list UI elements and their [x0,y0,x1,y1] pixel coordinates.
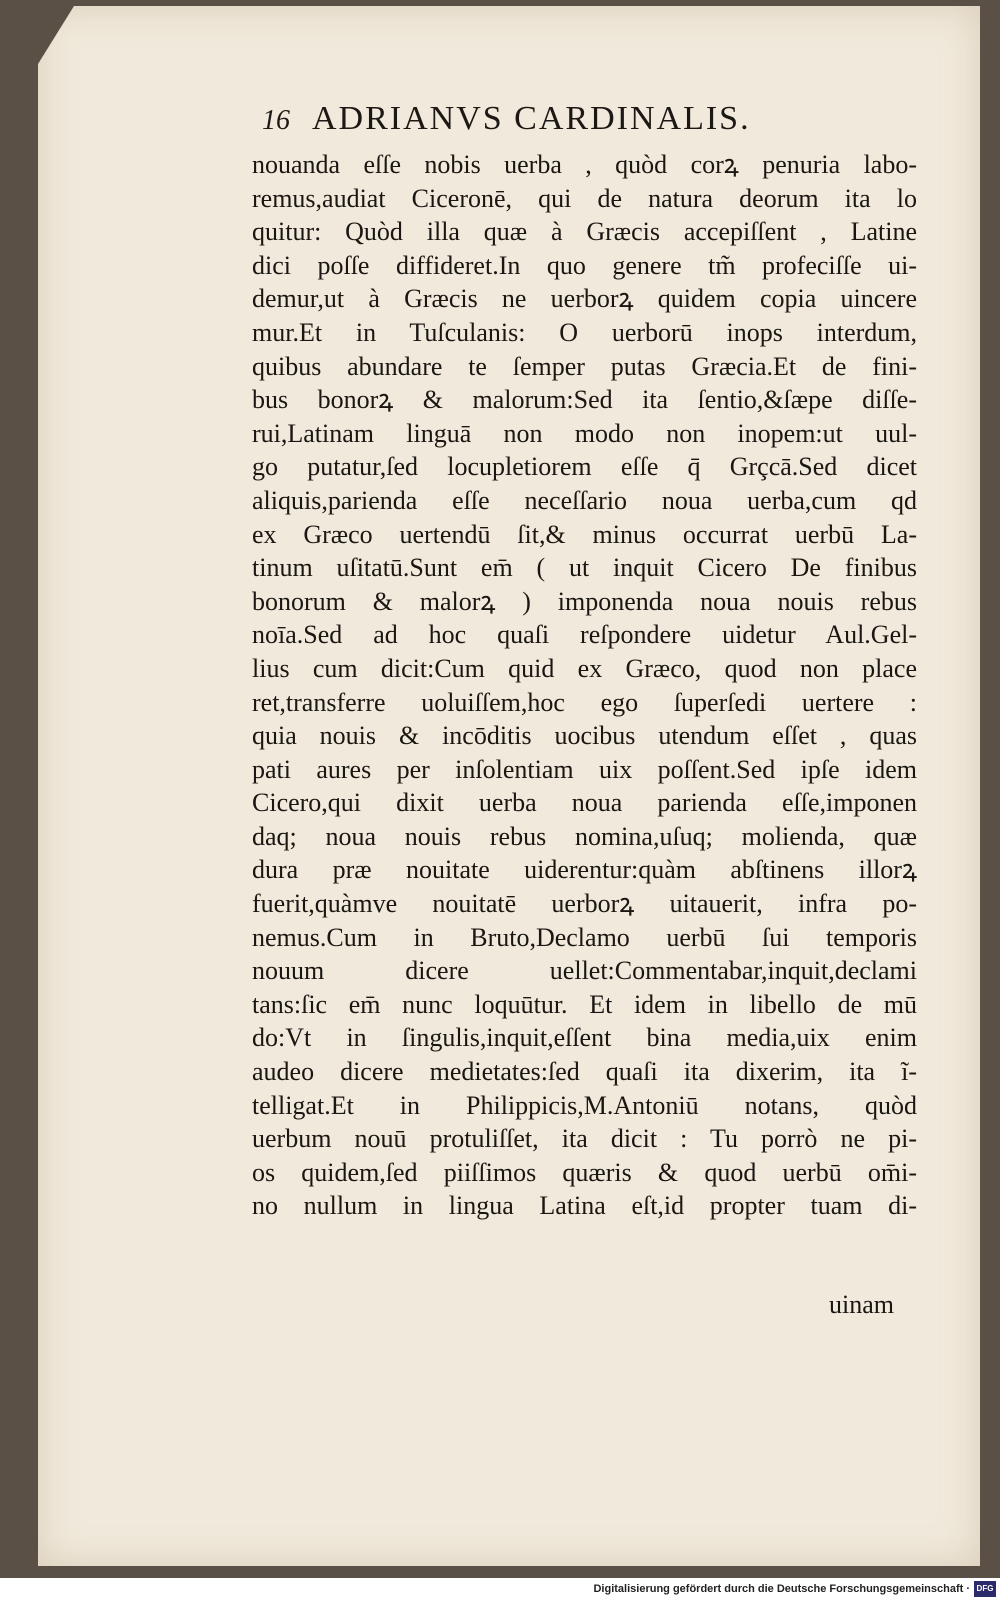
text-line: do:Vt in ſingulis,inquit,eſſent bina media,uix enim [252,1023,917,1053]
text-line: uerbum nouū protuliſſet, ita dicit : Tu porrò ne pi- [252,1124,917,1154]
text-line: nemus.Cum in Bruto,Declamo uerbū ſui temporis [252,922,917,952]
torn-corner [38,6,74,64]
text-line: rui,Latinam linguā non modo non inopem:ut uul- [252,418,917,448]
text-line: telligat.Et in Philippicis,M.Antoniū notans, quòd [252,1090,917,1120]
text-line: os quidem,ſed piiſſimos quæris & quod uerbū om̄i- [252,1157,917,1187]
text-line: tinum uſitatū.Sunt em̄ ( ut inquit Cicero De finibus [252,553,917,583]
text-line: nouanda eſſe nobis uerba , quòd corꝝ penuria labo- [252,150,917,179]
body-text [252,148,917,1223]
text-line: dici poſſe diffideret.In quo genere tm̃ profeciſſe ui- [252,250,917,280]
text-line: lius cum dicit:Cum quid ex Græco, quod non place [252,653,917,683]
text-line: daq; noua nouis rebus nomina,uſuq; molienda, quæ [252,821,917,851]
text-line: dura præ nouitate uiderentur:quàm abſtinens illorꝝ [252,855,917,885]
text-line: bus bonorꝝ & malorum:Sed ita ſentio,&ſæpe diſſe- [252,385,917,415]
text-line: remus,audiat Ciceronē, qui de natura deorum ita lo [252,183,917,213]
text-line: nouum dicere uellet:Commentabar,inquit,declami [252,956,917,986]
catchword: uinam [829,1290,894,1319]
text-line: Cicero,qui dixit uerba noua parienda eſſe,imponen [252,788,917,818]
text-line: aliquis,parienda eſſe neceſſario noua uerba,cum qd [252,485,917,515]
footer-bar [0,1578,1000,1603]
text-line: ret,transferre uoluiſſem,hoc ego ſuperſedi uertere : [252,687,917,717]
text-line: demur,ut à Græcis ne uerborꝝ quidem copia uincere [252,284,917,314]
text-line: mur.Et in Tuſculanis: O uerborū inops interdum, [252,317,917,347]
funding-credit: Digitalisierung gefördert durch die Deutsche Forschungsgemeinschaft · [593,1583,970,1595]
text-line: quibus abundare te ſemper putas Græcia.Et de fini- [252,351,917,381]
running-head [262,100,751,138]
text-line: bonorum & malorꝝ ) imponenda noua nouis rebus [252,586,917,616]
dfg-logo: DFG [974,1581,996,1597]
text-line: quitur: Quòd illa quæ à Græcis accepiſſent , Latine [252,217,917,247]
text-line: ex Græco uertendū ſit,& minus occurrat uerbū La- [252,519,917,549]
text-line: no nullum in lingua Latina eſt,id propter tuam di- [252,1191,917,1221]
text-line: go putatur,ſed locupletiorem eſſe q̄ Grçcā.Sed dicet [252,452,917,482]
text-line: tans:ſic em̄ nunc loquūtur. Et idem in libello de mū [252,989,917,1019]
text-line: fuerit,quàmve nouitatē uerborꝝ uitauerit, infra po- [252,889,917,919]
running-head-title: ADRIANVS CARDINALIS. [312,100,751,137]
folio-number: 16 [262,105,290,136]
text-line: noīa.Sed ad hoc quaſi reſpondere uidetur Aul.Gel- [252,620,917,650]
text-line: audeo dicere medietates:ſed quaſi ita dixerim, ita ĩ- [252,1057,917,1087]
text-line: pati aures per inſolentiam uix poſſent.Sed ipſe idem [252,754,917,784]
text-line: quia nouis & incōditis uocibus utendum eſſet , quas [252,721,917,751]
